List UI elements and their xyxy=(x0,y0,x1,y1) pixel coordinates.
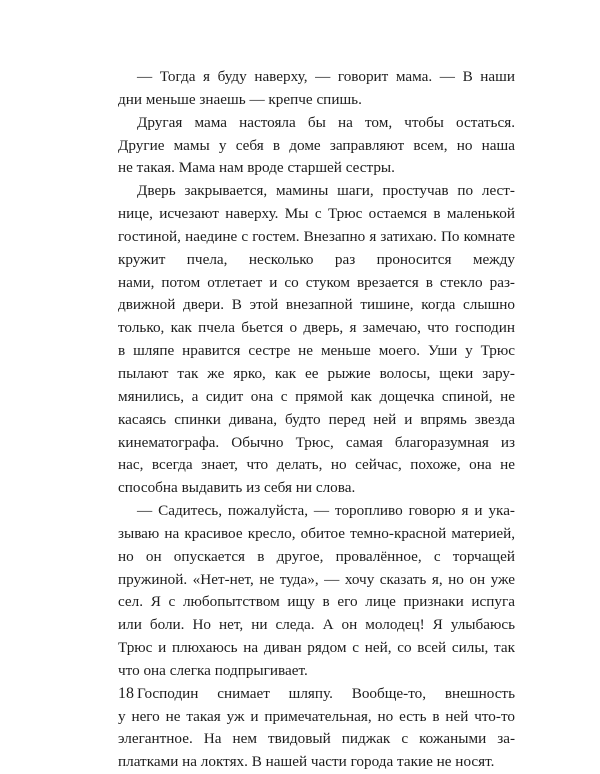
text-line: Дверь закрывается, мамины шаги, простучав по лест- xyxy=(137,182,515,200)
text-line: Господин снимает шляпу. Вообще-то, внешность xyxy=(137,684,515,702)
text-line: кружит пчела, несколько раз проносится между xyxy=(118,250,515,268)
text-line: платками на локтях. В нашей части города такие не носят. xyxy=(118,753,495,771)
text-line: сел. Я с любопытством ищу в его лице признаки испуга xyxy=(118,593,515,611)
text-line: дни меньше знаешь — крепче спишь. xyxy=(118,90,362,108)
text-line: движной двери. В этой внезапной тишине, когда слышно xyxy=(118,296,515,314)
text-line: что она слегка подпрыгивает. xyxy=(118,661,308,679)
text-line: мянились, а сидит она с прямой как дощечка спиной, не xyxy=(118,387,515,405)
text-line: — Тогда я буду наверху, — говорит мама. — В наши xyxy=(137,68,515,85)
book-page-text xyxy=(118,66,515,774)
text-line: Другая мама настояла бы на том, чтобы остаться. xyxy=(137,113,515,131)
text-line: или боли. Но нет, ни следа. А он молодец! Я улыбаюсь xyxy=(118,616,515,634)
page-number: 18 xyxy=(118,685,134,702)
text-line: Другие мамы у себя в доме заправляют всем, но наша xyxy=(118,136,515,154)
text-line: не такая. Мама нам вроде старшей сестры. xyxy=(118,159,395,177)
text-line: пружиной. «Нет-нет, не туда», — хочу сказать я, но он уже xyxy=(118,570,515,588)
text-line: Трюс и плюхаюсь на диван рядом с ней, со всей силы, так xyxy=(118,639,515,657)
text-line: нас, всегда знает, что делать, но сейчас, похоже, она не xyxy=(118,456,515,474)
text-line: нами, потом отлетает и со стуком врезается в стекло раз- xyxy=(118,273,515,291)
text-line: у него не такая уж и примечательная, но есть в ней что-то xyxy=(118,707,515,725)
text-line: — Садитесь, пожалуйста, — торопливо говорю я и ука- xyxy=(137,502,515,520)
text-line: касаясь спинки дивана, будто перед ней и впрямь звезда xyxy=(118,410,515,428)
text-line: кинематографа. Обычно Трюс, самая благоразумная из xyxy=(118,433,515,451)
text-line: только, как пчела бьется о дверь, я замечаю, что господин xyxy=(118,319,515,337)
text-line: элегантное. На нем твидовый пиджак с кожаными за- xyxy=(118,730,515,748)
text-line: способна выдавить из себя ни слова. xyxy=(118,479,356,497)
text-line: зываю на красивое кресло, обитое темно-красной материей, xyxy=(118,524,515,542)
text-line: пылают так же ярко, как ее рыжие волосы, щеки зару- xyxy=(118,364,515,382)
text-line: гостиной, наедине с гостем. Внезапно я затихаю. По комнате xyxy=(118,227,515,245)
text-line: в шляпе нравится сестре не меньше моего. Уши у Трюс xyxy=(118,342,515,360)
text-line: нице, исчезают наверху. Мы с Трюс остаемся в маленькой xyxy=(118,205,515,223)
text-line: но он опускается в другое, провалённое, с торчащей xyxy=(118,547,515,565)
